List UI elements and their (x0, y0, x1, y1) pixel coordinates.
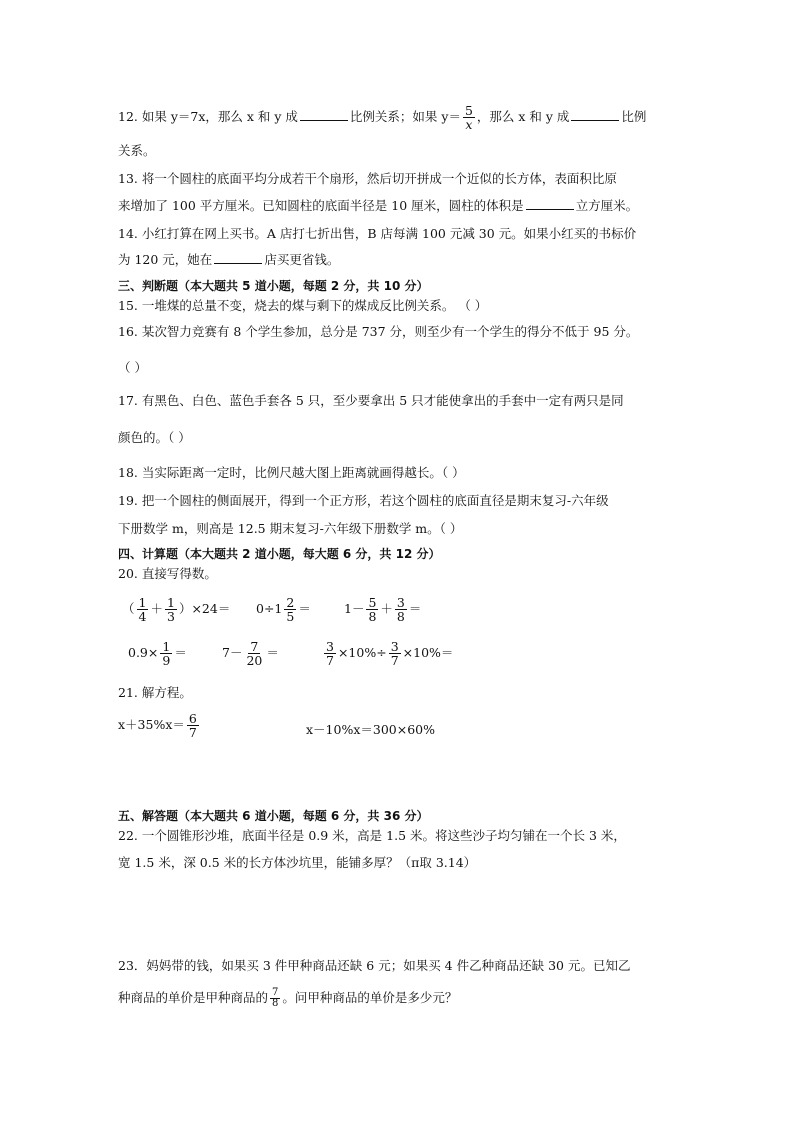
question-19-line-2: 下册数学 m，则高是 12.5 期末复习-六年级下册数学 m。（ ） (118, 521, 463, 536)
q23-text-a: 种商品的单价是甲种商品的 (118, 990, 269, 1005)
question-13-line-2 (118, 198, 638, 214)
expr1-frac-1-num: 1 (138, 595, 147, 610)
equation-1-frac-num: 6 (188, 711, 197, 726)
expr6-end: ×10%＝ (402, 645, 454, 660)
expr6-frac-2-den: 7 (390, 653, 399, 668)
q12-fraction (463, 104, 475, 131)
section-3-heading: 三、判断题（本大题共 5 道小题，每题 2 分，共 10 分） (118, 279, 429, 293)
calc-expression-2 (256, 596, 311, 623)
q14-text-a: 为 120 元，她在 (118, 252, 213, 267)
equation-2: x－10%x＝300×60% (306, 722, 435, 737)
expr1-lparen: （ (122, 601, 135, 616)
calc-expression-4 (128, 640, 187, 667)
q12-text-4: 比例 (621, 109, 647, 124)
question-13-line-1: 13. 将一个圆柱的底面平均分成若干个扇形，然后切开拼成一个近似的长方体，表面积比原 (118, 171, 617, 186)
q23-frac-num: 7 (272, 987, 279, 998)
question-17-line-2: 颜色的。（ ） (118, 430, 191, 445)
q12-blank-1[interactable] (300, 119, 348, 121)
expr1-frac-1-den: 4 (138, 609, 147, 624)
expr6-frac-2 (389, 640, 401, 667)
expr4-frac-num: 1 (162, 639, 171, 654)
expr3-frac-2 (395, 596, 407, 623)
q12-text-3: ，那么 x 和 y 成 (476, 109, 570, 124)
equation-1 (118, 712, 201, 739)
q12-text-2: 比例关系；如果 y＝ (349, 109, 461, 124)
expr5-frac (244, 640, 264, 667)
calc-expression-1 (122, 596, 230, 623)
expr2-text: 0÷1 (256, 601, 283, 616)
expr3-frac-1-num: 5 (368, 595, 377, 610)
expr3-frac-2-den: 8 (396, 609, 405, 624)
calc-expression-3 (344, 596, 421, 623)
expr5-frac-num: 7 (250, 639, 259, 654)
q13-text-b: 立方厘米。 (575, 198, 639, 213)
expr5-frac-den: 20 (246, 653, 263, 668)
expr3-eq: ＝ (408, 601, 422, 616)
expr4-text: 0.9× (128, 645, 159, 660)
q14-blank[interactable] (214, 262, 262, 264)
q23-fraction (270, 988, 280, 1009)
expr3-plus: ＋ (380, 601, 393, 616)
expr6-frac-2-num: 3 (390, 639, 399, 654)
expr6-frac-1-num: 3 (326, 639, 334, 654)
question-12-line-2: 关系。 (118, 143, 156, 158)
q13-blank[interactable] (526, 208, 574, 210)
question-20-title: 20. 直接写得数。 (118, 566, 217, 581)
expr3-frac-1-den: 8 (368, 609, 377, 624)
q23-text-b: 。问甲种商品的单价是多少元？ (282, 990, 458, 1005)
question-16-line-2: （ ） (118, 360, 147, 375)
expr6-frac-1 (324, 640, 336, 667)
q12-frac-den: x (465, 117, 473, 132)
q23-frac-den: 8 (272, 998, 279, 1009)
equation-1-frac-den: 7 (188, 725, 197, 740)
expr2-eq: ＝ (298, 601, 311, 616)
expr3-frac-1 (366, 596, 378, 623)
expr1-rparen: ）×24＝ (178, 601, 231, 616)
question-23-line-1: 23．妈妈带的钱，如果买 3 件甲种商品还缺 6 元；如果买 4 件乙种商品还缺 30 元。已知乙 (118, 958, 631, 973)
expr4-frac-den: 9 (162, 653, 171, 668)
calc-expression-6 (322, 640, 453, 667)
equation-1-frac (187, 712, 199, 739)
expr1-frac-2-den: 3 (166, 609, 175, 624)
expr1-frac-2 (165, 596, 177, 623)
expr2-frac (284, 596, 296, 623)
expr1-frac-2-num: 1 (166, 595, 175, 610)
expr3-frac-2-num: 3 (396, 595, 405, 610)
expr6-frac-1-den: 7 (326, 653, 334, 668)
q14-text-b: 店买更省钱。 (264, 252, 340, 267)
question-21-title: 21. 解方程。 (118, 685, 192, 700)
equation-1-text: x＋35%x＝ (118, 717, 185, 732)
question-23-line-2 (118, 988, 457, 1009)
q12-frac-num: 5 (464, 103, 473, 118)
question-14-line-1: 14. 小红打算在网上买书。A 店打七折出售，B 店每满 100 元减 30 元。如果小红买的书标价 (118, 226, 637, 241)
question-19-line-1: 19. 把一个圆柱的侧面展开，得到一个正方形，若这个圆柱的底面直径是期末复习-六年级 (118, 493, 609, 508)
expr3-text: 1－ (344, 601, 365, 616)
question-15: 15. 一堆煤的总量不变，烧去的煤与剩下的煤成反比例关系。 （ ） (118, 298, 488, 313)
expr2-frac-den: 5 (286, 609, 295, 624)
question-17-line-1: 17. 有黑色、白色、蓝色手套各 5 只，至少要拿出 5 只才能使拿出的手套中一定有两只是同 (118, 393, 624, 408)
section-4-heading: 四、计算题（本大题共 2 道小题，每大题 6 分，共 12 分） (118, 547, 441, 561)
calc-expression-5 (222, 640, 279, 667)
expr5-text: 7－ (222, 645, 243, 660)
expr5-eq: ＝ (266, 645, 279, 660)
question-22-line-2: 宽 1.5 米，深 0.5 米的长方体沙坑里，能铺多厚？（π取 3.14） (118, 855, 477, 870)
q13-text-a: 来增加了 100 平方厘米。已知圆柱的底面半径是 10 厘米，圆柱的体积是 (118, 198, 524, 213)
question-18: 18. 当实际距离一定时，比例尺越大图上距离就画得越长。（ ） (118, 465, 465, 480)
question-22-line-1: 22. 一个圆锥形沙堆，底面半径是 0.9 米，高是 1.5 米。将这些沙子均匀铺在一个长 3 米， (118, 828, 626, 843)
q12-text-1: 12. 如果 y＝7x，那么 x 和 y 成 (118, 109, 298, 124)
question-12-line-1 (118, 104, 646, 131)
expr1-frac-1 (137, 596, 149, 623)
expr4-frac (160, 640, 172, 667)
expr4-eq: ＝ (174, 645, 187, 660)
question-14-line-2 (118, 252, 339, 268)
question-16-line-1: 16. 某次智力竞赛有 8 个学生参加，总分是 737 分，则至少有一个学生的得分不低于 95 分。 (118, 324, 639, 339)
expr6-mid: ×10%÷ (337, 645, 387, 660)
q12-blank-2[interactable] (571, 119, 619, 121)
expr2-frac-num: 2 (286, 595, 295, 610)
section-5-heading: 五、解答题（本大题共 6 道小题，每题 6 分，共 36 分） (118, 809, 429, 823)
expr1-plus: ＋ (150, 601, 163, 616)
